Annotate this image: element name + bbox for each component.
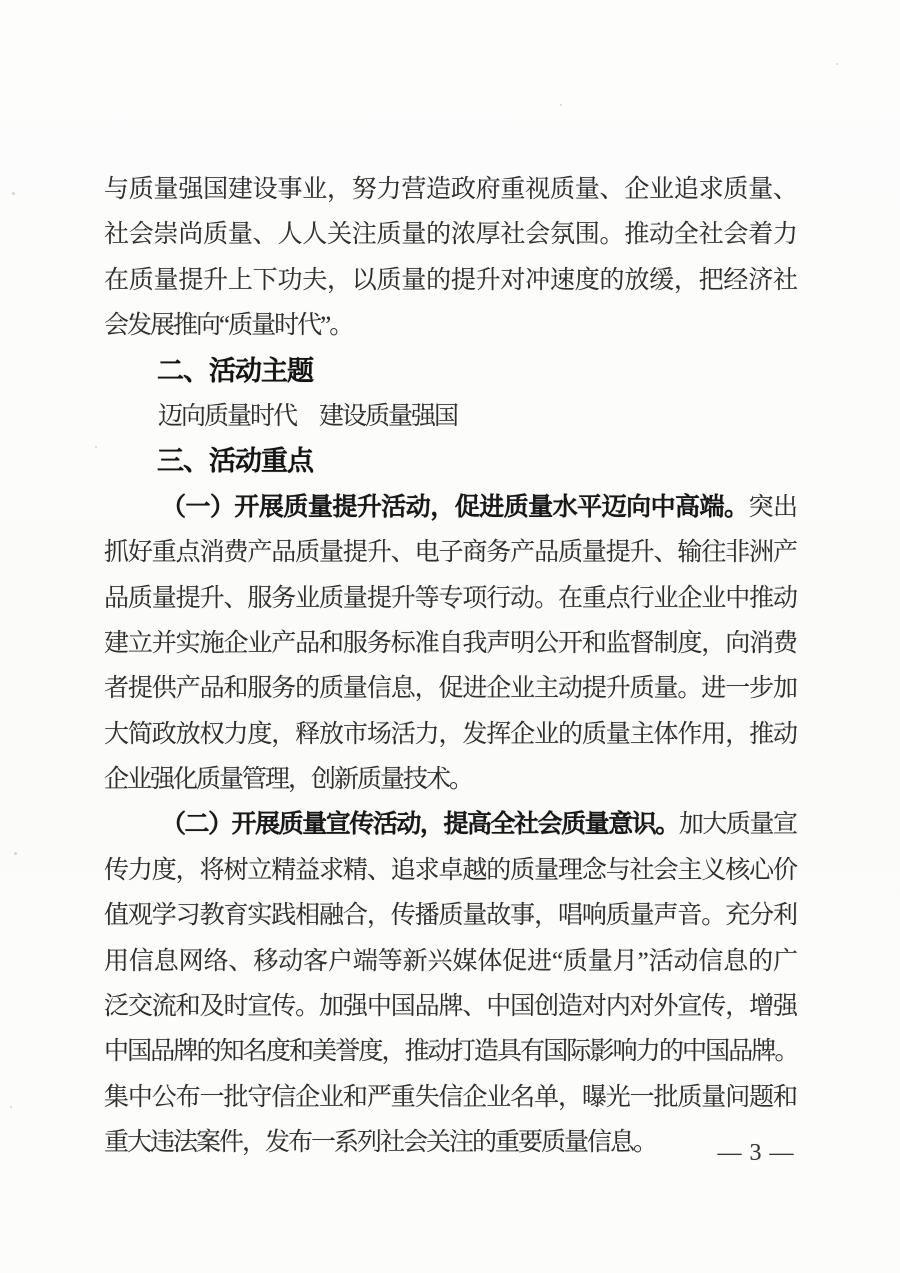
body-line: 在质量提升上下功夫，以质量的提升对冲速度的放缓，把经济社	[104, 266, 796, 294]
scan-speckle	[10, 1106, 12, 1108]
body-line: 重大违法案件，发布一系列社会关注的重要质量信息。	[104, 1129, 657, 1157]
body-line: 值观学习教育实践相融合，传播质量故事，唱响质量声音。充分利	[104, 902, 796, 930]
section-heading-activity-theme: 二、活动主题	[157, 355, 313, 386]
body-line: 传力度，将树立精益求精、追求卓越的质量理念与社会主义核心价	[104, 856, 796, 884]
body-line: 大简政放权力度，释放市场活力，发挥企业的质量主体作用，推动	[104, 720, 796, 748]
paragraph-lead-line	[104, 485, 796, 530]
body-line: 建立并实施企业产品和服务标准自我声明公开和监督制度，向消费	[104, 629, 796, 657]
body-line: 品质量提升、服务业质量提升等专项行动。在重点行业企业中推动	[104, 584, 796, 612]
body-line: 者提供产品和服务的质量信息，促进企业主动提升质量。进一步加	[104, 675, 796, 703]
body-line: 用信息网络、移动客户端等新兴媒体促进“质量月”活动信息的广	[104, 947, 796, 975]
body-line: 社会崇尚质量、人人关注质量的浓厚社会氛围。推动全社会着力	[104, 221, 796, 249]
scan-speckle	[12, 192, 15, 195]
paragraph-lead-bold: （一）开展质量提升活动，促进质量水平迈向中高端。	[161, 493, 749, 521]
body-line: 泛交流和及时宣传。加强中国品牌、中国创造对内对外宣传，增强	[104, 993, 796, 1021]
body-line: 企业强化质量管理，创新质量技术。	[104, 766, 473, 794]
document-body	[104, 167, 796, 1166]
paragraph-lead-bold: （二）开展质量宣传活动，提高全社会质量意识。	[161, 811, 679, 839]
body-line: 中国品牌的知名度和美誉度，推动打造具有国际影响力的中国品牌。	[104, 1038, 796, 1066]
scan-speckle	[14, 852, 17, 855]
activity-theme-line: 迈向质量时代 建设质量强国	[158, 402, 458, 430]
scan-speckle	[836, 63, 838, 65]
paragraph-lead-rest: 突出	[748, 493, 796, 521]
body-line: 会发展推向“质量时代”。	[104, 312, 353, 340]
section-heading-activity-focus: 三、活动重点	[157, 446, 313, 477]
scan-speckle	[560, 104, 562, 106]
body-line: 抓好重点消费产品质量提升、电子商务产品质量提升、输往非洲产	[104, 539, 796, 567]
body-line: 与质量强国建设事业，努力营造政府重视质量、企业追求质量、	[104, 176, 796, 203]
paragraph-lead-rest: 加大质量宣	[678, 811, 796, 839]
paragraph-lead-line	[104, 802, 796, 847]
scan-speckle	[95, 446, 97, 448]
page-number: — 3 —	[717, 1140, 795, 1166]
body-line: 集中公布一批守信企业和严重失信企业名单，曝光一批质量问题和	[104, 1083, 796, 1111]
